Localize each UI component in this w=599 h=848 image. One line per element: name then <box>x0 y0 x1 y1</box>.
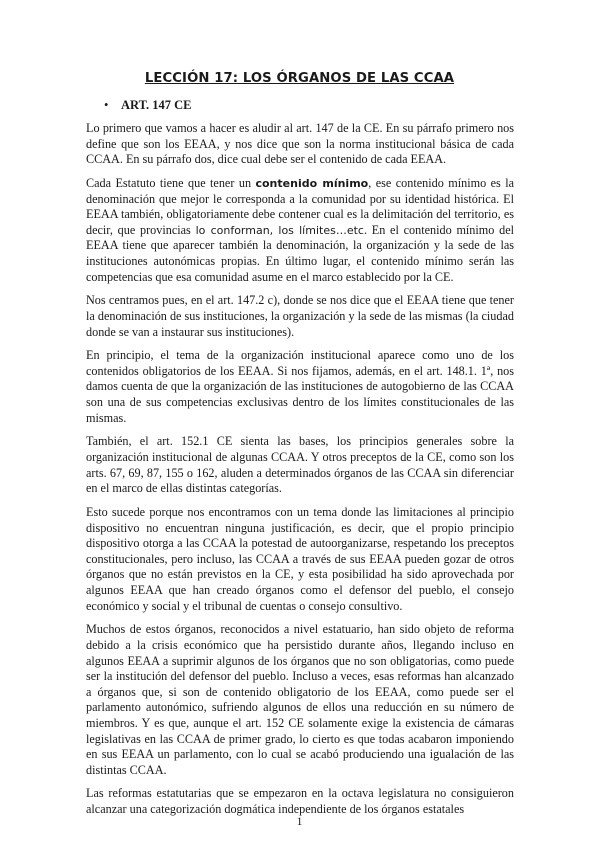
paragraph-7: Muchos de estos órganos, reconocidos a nivel estatuario, han sido objeto de reforma debido a la crisis económico que ha persistido durante años, llegando incluso en algunos EEAA a suprimir algunos de los órganos que no son obligatorias, como puede ser la institución del defensor del pueblo. Incluso a veces, esas reformas han alcanzado a órganos que, si son de contenido obligatorio de los EEAA, como puede ser el parlamento autonómico, sufriendo algunos de ellos una reducción en su número de miembros. Y es que, aunque el art. 152 CE solamente exige la existencia de cámaras legislativas en las CCAA de primer grado, lo cierto es que todas acabaron imponiendo en sus EEAA un parlamento, con lo cual se acabó produciendo una igualación de las distintas CCAA. <box>86 622 514 777</box>
paragraph-6: Esto sucede porque nos encontramos con un tema donde las limitaciones al principio dispositivo no encuentran ninguna justificación, es decir, que el propio principio dispositivo otorga a las CCAA la potestad de autoorganizarse, respetando los preceptos constitucionales, pero incluso, las CCAA a través de sus EEAA pueden gozar de otros órganos que no están previstos en la CE, y esta posibilidad ha sido aprovechada por algunos EEAA que han creado órganos como el defensor del pueblo, el consejo económico y social y el tribunal de cuentas o consejo consultivo. <box>86 505 514 613</box>
paragraph-2-bold: contenido mínimo <box>255 176 369 190</box>
paragraph-2-text-e: . En el contenido mínimo del EEAA tiene que aparecer también la denominación, la organización y la sede de las instituciones autonómicas propias. En último lugar, el contenido mínimo serán las competencias que esa comunidad asume en el marco establecido por la CE. <box>86 222 515 284</box>
section-bullet <box>104 98 192 113</box>
paragraph-3: Nos centramos pues, en el art. 147.2 c), donde se nos dice que el EEAA tiene que tener la denominación de sus instituciones, la organización y la sede de las mismas (la ciudad donde se van a instaurar sus instituciones). <box>86 293 514 339</box>
paragraph-2-text-c: , ese contenido mínimo es la denominación que mejor le corresponda a la comunidad por su identidad histórica. El EEAA también, obligatoriamente debe contener cual es la delimitación del territorio, es decir, que provincias <box>86 175 514 237</box>
paragraph-1: Lo primero que vamos a hacer es aludir al art. 147 de la CE. En su párrafo primero nos define que son los EEAA, y nos dice que son la norma institucional básica de cada CCAA. En su párrafo dos, dice cual debe ser el contenido de cada EEAA. <box>86 121 514 167</box>
document-body <box>86 121 514 826</box>
paragraph-2-text-a: Cada Estatuto tiene que tener un <box>86 175 256 190</box>
page-number: 1 <box>296 816 303 828</box>
bullet-symbol: • <box>104 98 109 112</box>
paragraph-8: Las reformas estatutarias que se empezaron en la octava legislatura no consiguieron alcanzar una categorización dogmática independiente de los órganos estatales <box>86 786 514 817</box>
section-heading: ART. 147 CE <box>121 98 192 112</box>
paragraph-4: En principio, el tema de la organización institucional aparece como uno de los contenidos obligatorios de los EEAA. Si nos fijamos, además, en el art. 148.1. 1ª, nos damos cuenta de que la organización de las instituciones de autogobierno de las CCAA son una de sus competencias exclusivas dentro de los límites constitucionales de las mismas. <box>86 348 514 425</box>
paragraph-2 <box>86 176 514 285</box>
paragraph-2-sans: lo conforman, los límites…etc <box>195 223 364 237</box>
paragraph-5: También, el art. 152.1 CE sienta las bases, los principios generales sobre la organización institucional de algunas CCAA. Y otros preceptos de la CE, como son los arts. 67, 69, 87, 155 o 162, aluden a determinados órganos de las CCAA sin diferenciar en el marco de ellas distintas categorías. <box>86 434 514 496</box>
page-title: LECCIÓN 17: LOS ÓRGANOS DE LAS CCAA <box>144 71 455 86</box>
